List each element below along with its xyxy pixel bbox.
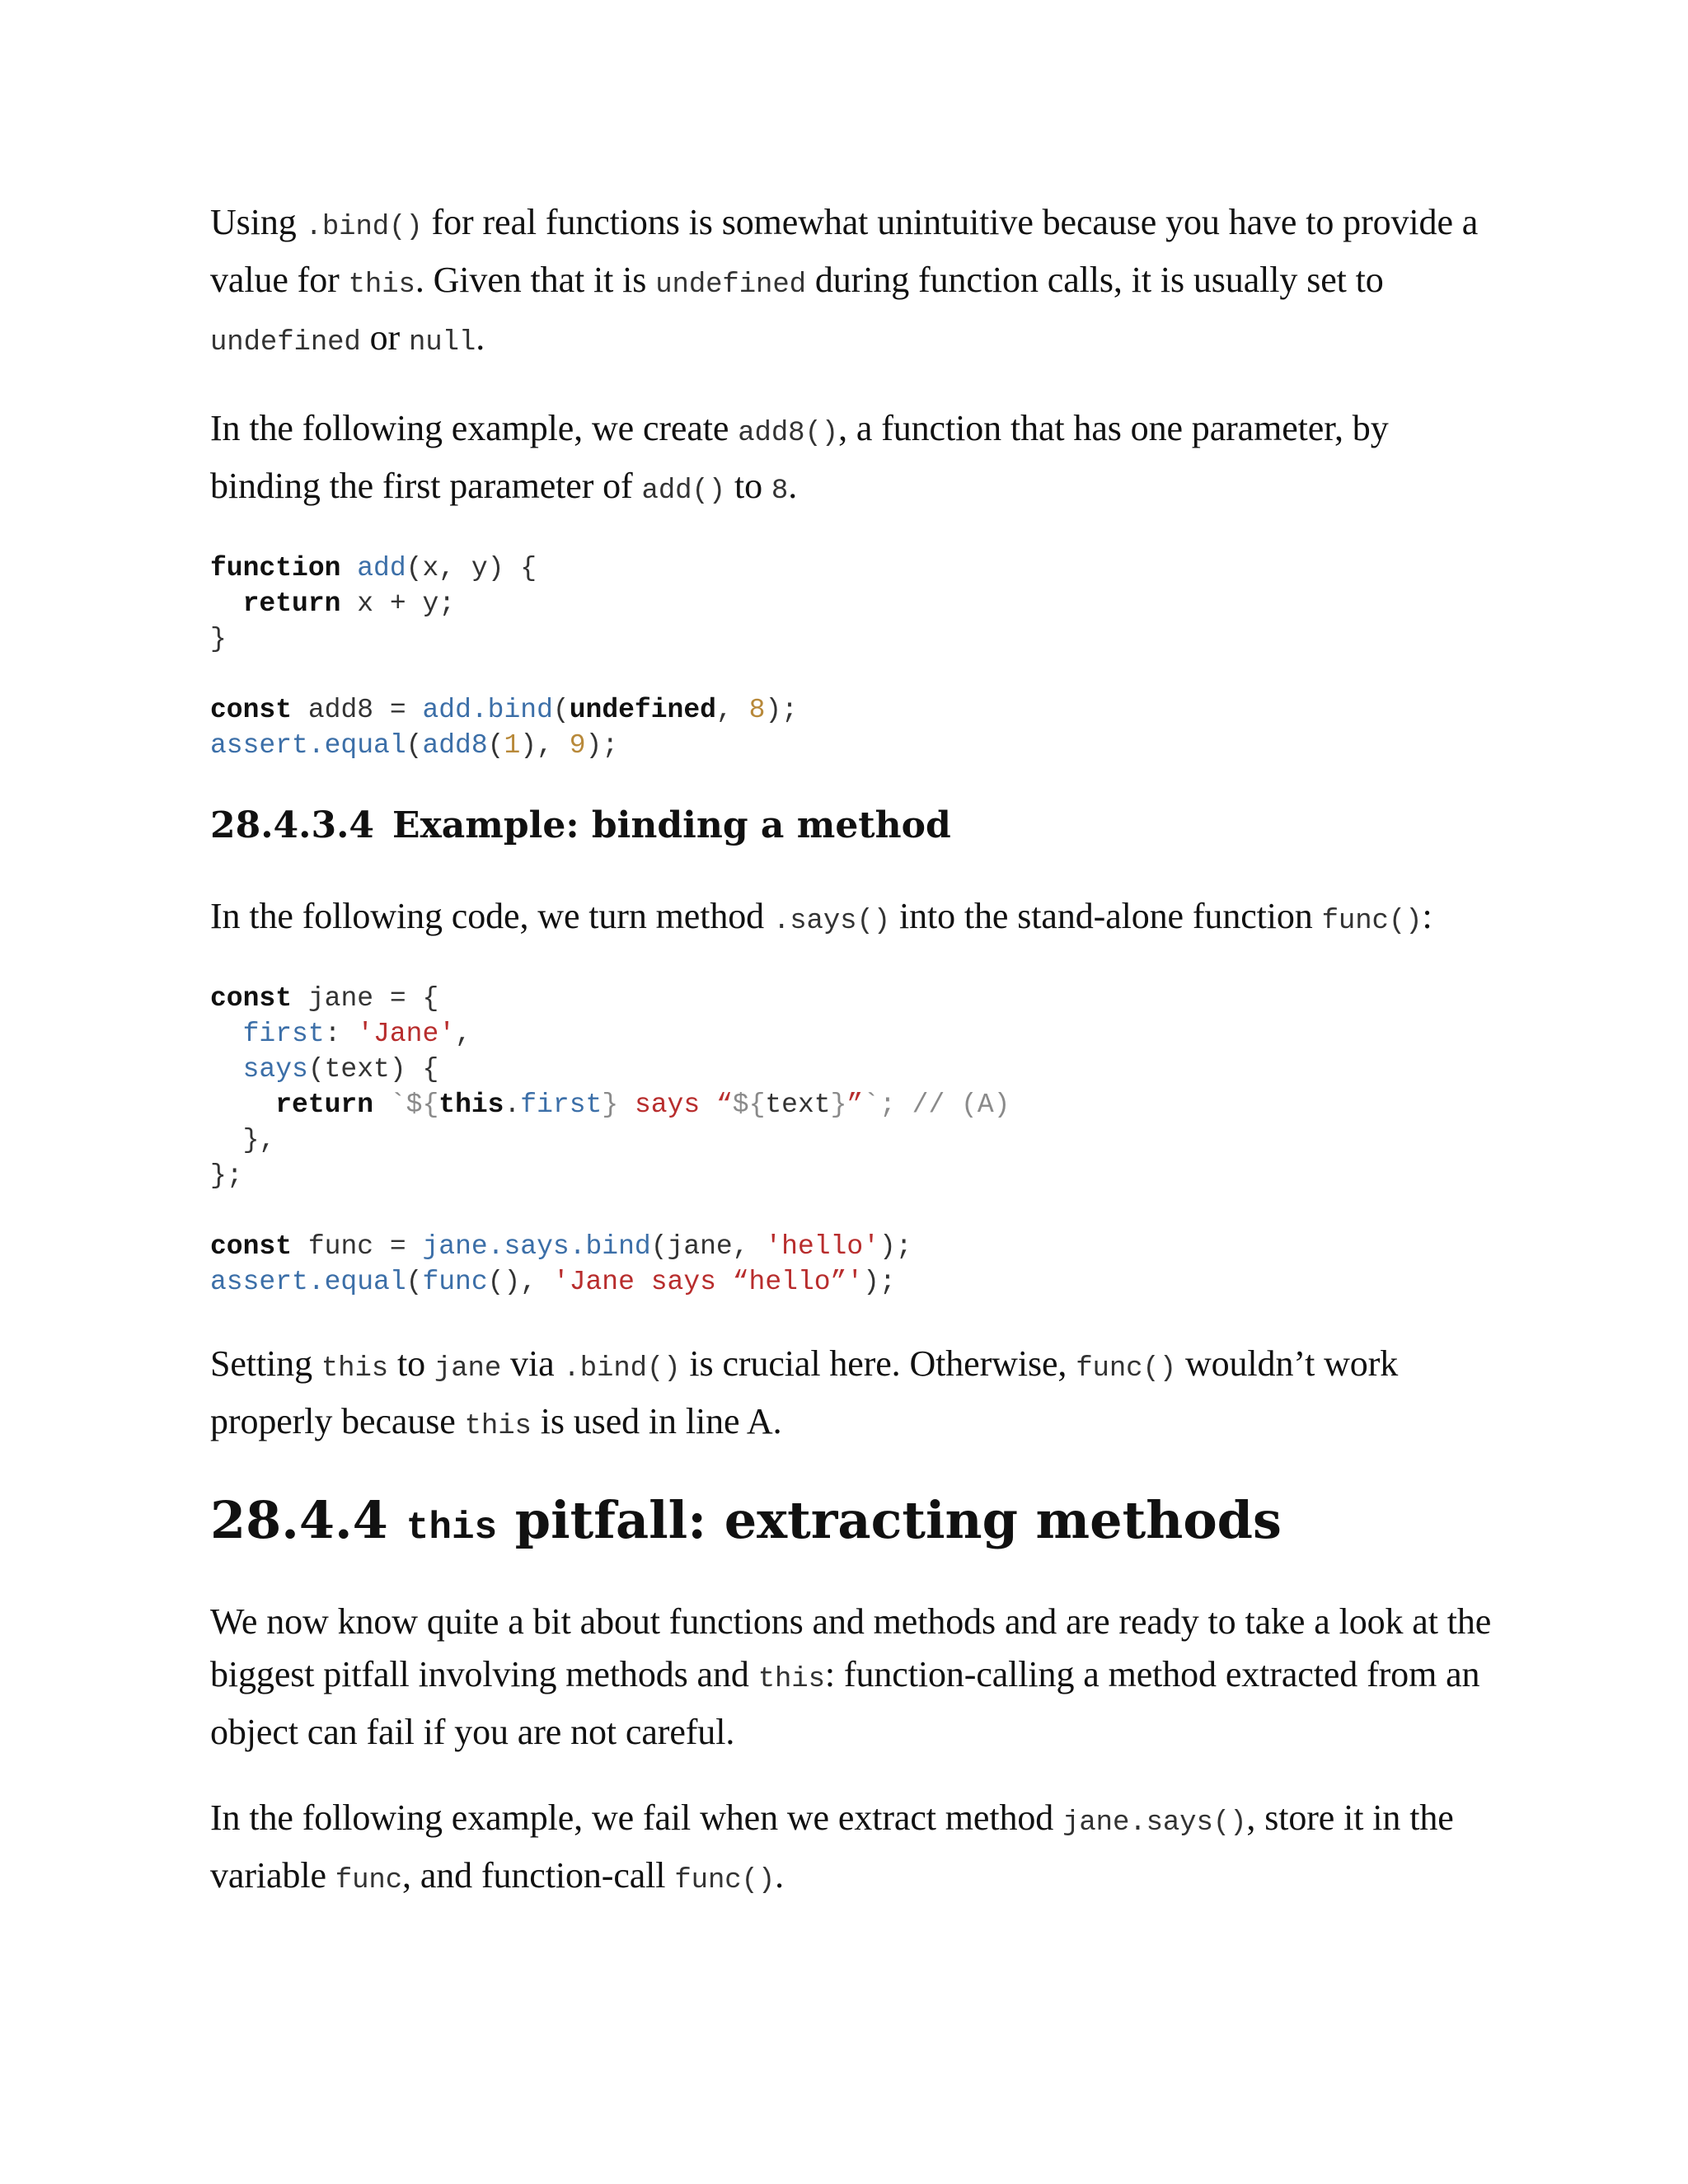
code-line-5 [210,1125,275,1155]
template-punct: `${ [373,1090,439,1120]
keyword: undefined [569,695,716,725]
number: 8 [748,695,766,725]
text: is used in line A. [531,1401,782,1441]
code-text: ); [585,730,619,761]
inline-code: jane.says() [1062,1807,1247,1839]
function-name: assert.equal [210,1267,406,1297]
number: 9 [569,730,586,761]
inline-code: .bind() [563,1353,681,1385]
section-heading-28-4-4 [210,1488,1496,1561]
keyword: const [210,983,293,1014]
code-line-2 [210,588,455,619]
paragraph-says-method [210,890,1496,948]
code-line-1 [210,983,438,1014]
code-text: , [715,695,749,725]
text: to [725,466,771,506]
code-text: (text) { [307,1054,439,1085]
code-text: ); [765,695,798,725]
code-line-3 [210,624,227,654]
paragraph-add8-example [210,402,1496,518]
section-number: 28.4.4 [210,1490,388,1550]
text: , a function that has one parameter, by binding the first parameter of [210,408,1389,506]
paragraph-bind-intro [210,196,1496,369]
code-text: ), [520,730,570,761]
inline-code: 8 [771,476,789,507]
string: says “ [618,1090,733,1120]
inline-code: this [321,1353,389,1385]
inline-code: jane [434,1353,502,1385]
text: . [788,466,798,506]
text: , store it in the variable [210,1797,1454,1896]
string: 'Jane says “hello”' [552,1267,864,1297]
section-heading-28-4-3-4 [210,801,1496,851]
function-name: func [422,1267,488,1297]
string: 'hello' [765,1231,879,1262]
code-line-6 [210,1160,243,1191]
string: ” [846,1090,864,1120]
keyword: return [242,588,341,619]
paragraph-pitfall-intro [210,1596,1496,1759]
inline-code: func() [674,1865,776,1896]
code-text: text [765,1090,831,1120]
inline-code: .says() [772,906,891,937]
code-line-3 [210,1054,438,1085]
inline-code: this [464,1411,532,1442]
function-name: jane.says.bind [422,1231,651,1262]
inline-code: func() [1321,906,1423,937]
code-text: add8 = [292,695,423,725]
code-text: }, [242,1125,276,1155]
code-text: : [324,1019,358,1049]
code-line-2 [210,1019,471,1049]
text: . Given that it is [415,260,656,300]
code-text: func = [292,1231,423,1262]
paragraph-extract-example [210,1792,1496,1907]
code-text: x + y; [340,588,456,619]
code-block-jane [210,981,1496,1300]
text: to [388,1343,434,1384]
text: . [476,317,485,358]
inline-code: undefined [210,327,361,359]
inline-code: undefined [655,269,806,301]
heading-code: this [406,1507,498,1549]
inline-code: add() [641,476,726,507]
inline-code: func() [1076,1353,1177,1385]
page-content [210,196,1496,1940]
inline-code: this [757,1664,825,1695]
text: into the stand-alone function [890,896,1322,936]
code-text: . [504,1090,521,1120]
code-line-5 [210,695,798,725]
code-text: , [455,1019,471,1049]
inline-code: this [348,269,415,301]
text: : [1422,896,1432,936]
code-text: } [210,624,227,654]
code-line-9 [210,1267,896,1297]
text: wouldn’t work properly because [210,1343,1399,1441]
text: , and function-call [402,1855,675,1896]
function-name: add8 [422,730,488,761]
inline-code: .bind() [305,212,423,243]
keyword: const [210,1231,293,1262]
code-text: jane = { [292,983,439,1014]
code-line-6 [210,730,618,761]
inline-code: add8() [738,418,839,449]
text: In the following example, we fail when we extract method [210,1797,1063,1838]
code-line-1 [210,553,537,583]
function-name: assert.equal [210,730,406,761]
text: : function-calling a method extracted from an object can fail if you are not careful. [210,1654,1480,1752]
code-line-4 [210,1090,1010,1120]
section-number: 28.4.3.4 [210,804,375,846]
string: 'Jane' [357,1019,456,1049]
code-text: ); [879,1231,912,1262]
function-name: add [357,553,406,583]
code-line-8 [210,1231,912,1262]
code-block-add8 [210,551,1496,763]
number: 1 [504,730,521,761]
keyword: return [275,1090,374,1120]
code-text: (x, y) { [406,553,537,583]
function-name: add.bind [422,695,553,725]
text: or [360,317,409,358]
text: via [501,1343,564,1384]
text: Setting [210,1343,321,1384]
template-punct: `; [863,1090,912,1120]
text: for real functions is somewhat unintuitive because you have to provide a value for [210,202,1479,300]
inline-code: func [335,1865,403,1896]
template-punct: } [602,1090,619,1120]
code-text: ( [487,730,504,761]
text: . [775,1855,785,1896]
section-title: Example: binding a method [392,804,951,846]
code-text: ( [406,1267,423,1297]
code-text: ); [863,1267,896,1297]
code-text: }; [210,1160,243,1191]
code-text: ( [406,730,423,761]
template-punct: ${ [732,1090,766,1120]
text: In the following example, we create [210,408,738,448]
keyword: function [210,553,341,583]
property-name: first [242,1019,325,1049]
code-text: (), [487,1267,553,1297]
comment: // (A) [912,1090,1010,1120]
section-title: pitfall: extracting methods [497,1490,1282,1550]
text: is crucial here. Otherwise, [680,1343,1076,1384]
inline-code: null [409,327,476,359]
text: In the following code, we turn method [210,896,773,936]
code-text: ( [552,695,570,725]
code-text: (jane, [650,1231,766,1262]
text: Using [210,202,306,242]
method-name: says [242,1054,308,1085]
text: We now know quite a bit about functions and methods and are ready to take a look at the biggest pitfall involving methods and [210,1601,1492,1694]
keyword: this [438,1090,504,1120]
keyword: const [210,695,293,725]
template-punct: } [830,1090,847,1120]
property-name: first [520,1090,603,1120]
text: during function calls, it is usually set to [805,260,1384,300]
paragraph-setting-this [210,1338,1496,1453]
